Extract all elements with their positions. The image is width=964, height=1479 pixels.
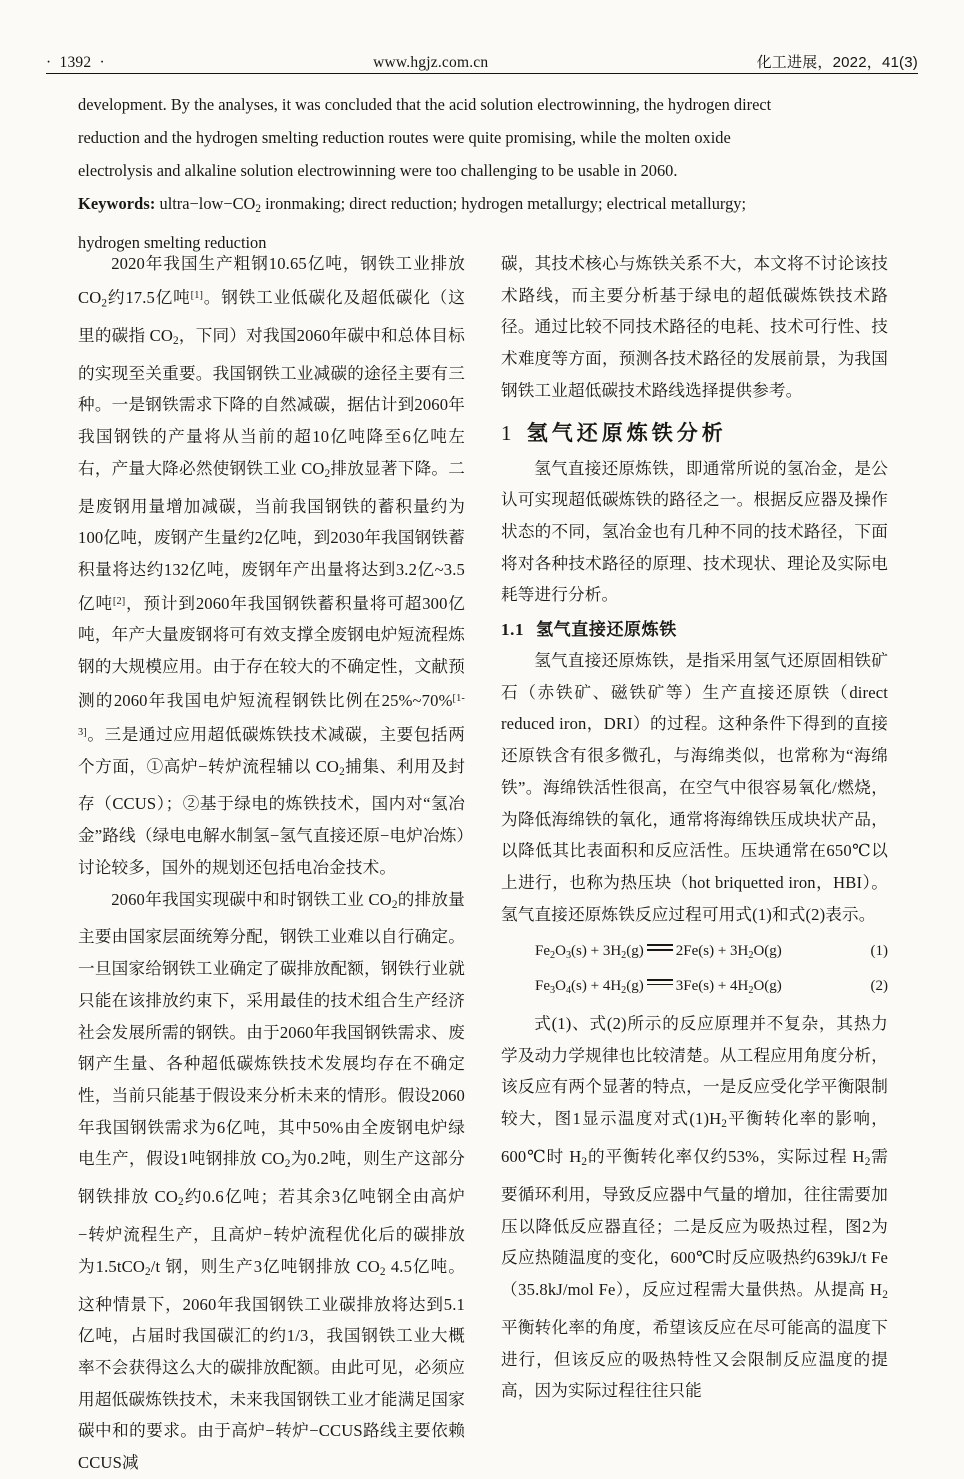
lp1g: 。三是通过应用超低碳炼铁技术减碳，主要包括两个方面，①高炉−转炉流程辅以 CO <box>78 724 465 776</box>
equation-1-body <box>501 936 782 971</box>
lp2-sub-5: 2 <box>379 1265 386 1278</box>
eq2-lhs-b: O <box>555 978 566 995</box>
lp1-ref-1: [1] <box>190 289 204 301</box>
section-title: 氢气还原炼铁分析 <box>526 421 727 445</box>
lp1d: ，下同）对我国2060年碳中和总体目标的实现至关重要。我国钢铁工业减碳的途径主要有三种。一是钢铁需求下降的自然减碳，据估计到2060年我国钢铁的产量将从当前的超10亿吨降至6亿吨左右，产量大降必然使钢铁工业 CO <box>78 325 465 478</box>
keywords-subscript: 2 <box>255 203 261 216</box>
eq1-lhs-c-sub: 2 <box>621 950 627 962</box>
rpa-e: 平衡转化率的角度，希望该反应在尽可能高的温度下进行，但该反应的吸热特性又会限制反应温度的提高，因为实际过程往往只能 <box>501 1317 888 1401</box>
lp1-sub-4: 2 <box>339 765 345 778</box>
lp1a: 2020年我国生产粗钢10.65亿吨，钢铁工业排放 CO <box>78 254 465 307</box>
lp1-sub-2: 2 <box>173 334 179 347</box>
eq2-lhs-c-sub: 2 <box>621 985 627 997</box>
subsection-number: 1.1 <box>501 620 525 640</box>
body-columns <box>78 248 889 1473</box>
keywords-line-2: hydrogen smelting reduction <box>78 233 267 253</box>
eq2-lhs-a: Fe <box>535 978 550 995</box>
keywords-text-a: ultra−low−CO <box>159 194 256 213</box>
eq2-lhs-d: (g) <box>626 978 644 995</box>
eq1-lhs-a: Fe <box>535 943 550 960</box>
eq2-lhs-c: (s) + 4H <box>571 978 622 995</box>
lp1h: 捕集、利用及封存（CCUS）；②基于绿电的炼铁技术，国内对“氢冶金”路线（绿电电解水制氢−氢气直接还原−电炉冶炼）讨论较多，国外的规划还包括电冶金技术。 <box>78 756 465 877</box>
eq2-lhs-a-sub: 3 <box>550 985 556 997</box>
lp1-ref-3: [1-3] <box>78 692 465 738</box>
equation-2-body <box>501 971 782 1006</box>
eq2-rhs-b: O(g) <box>753 978 782 995</box>
equation-block <box>501 936 888 1006</box>
rpa-d: 需要循环利用，导致反应器中气量的增加，往往需要加压以降低反应器直径；二是反应为吸热过程，图2为反应热随温度的变化，600℃时反应吸热约639kJ/t Fe（35.8kJ/mol Fe），反应过程需大量供热。从提高 H <box>501 1147 889 1299</box>
lp2e: /t 钢，则生产3亿吨钢排放 CO <box>150 1256 380 1276</box>
eq1-lhs-c: (s) + 3H <box>571 943 622 960</box>
equilibrium-arrow-icon <box>647 942 673 953</box>
rpa-b: 平衡转化率的影响，600℃时 H <box>501 1109 888 1167</box>
left-paragraph-1 <box>78 248 465 884</box>
eq2-rhs-a: 3Fe(s) + 4H <box>675 978 749 995</box>
subsection-heading-1-1 <box>501 614 888 645</box>
eq1-rhs-a-sub: 2 <box>748 950 754 962</box>
header-divider <box>46 73 918 74</box>
lp1-sub-1: 2 <box>101 297 108 309</box>
rpa-sub-3: 2 <box>864 1156 871 1169</box>
eq1-lhs-b-sub: 3 <box>565 950 572 962</box>
right-paragraph-after-equations <box>501 1008 888 1407</box>
eq1-lhs-b: O <box>555 943 566 960</box>
keywords-label: Keywords: <box>78 194 156 213</box>
equation-2-number: (2) <box>870 978 888 995</box>
equation-1-number: (1) <box>870 943 888 960</box>
lp2d: 约0.6亿吨；若其余3亿吨钢全由高炉−转炉流程生产，且高炉−转炉流程优化后的碳排放为1.5tCO <box>78 1187 466 1276</box>
running-head <box>46 42 918 72</box>
eq2-lhs-b-sub: 4 <box>565 985 572 997</box>
lp2b: 的排放量主要由国家层面统筹分配，钢铁工业难以自行确定。一旦国家给钢铁工业确定了碳排放配额，钢铁行业就只能在该排放约束下，采用最佳的技术组合生产经济社会发展所需的钢铁。由于2060年我国钢铁需求、废钢产生量、各种超低碳炼铁技术发展均存在不确定性，当前只能基于假设来分析未来的情形。假设2060年我国钢铁需求为6亿吨，其中50%由全废钢电炉绿电生产，假设1吨钢排放 CO <box>78 889 465 1169</box>
keywords-line <box>78 187 886 226</box>
lp1b: 约17.5亿吨 <box>107 287 191 307</box>
rpa-c: 的平衡转化率仅约53%，实际过程 H <box>587 1147 865 1167</box>
rpa-sub-2: 2 <box>581 1156 588 1169</box>
lp1-ref-2: [2] <box>112 595 126 607</box>
rpa-sub-1: 2 <box>721 1118 728 1131</box>
journal-website: www.hgjz.com.cn <box>373 54 489 71</box>
lp1-sub-3: 2 <box>324 467 331 480</box>
equation-row-2 <box>501 971 888 1006</box>
rpa-a: 式(1)、式(2)所示的反应原理并不复杂，其热力学及动力学规律也比较清楚。从工程应用角度分析，该反应有两个显著的特点，一是反应受化学平衡限制较大，图1显示温度对式(1)H <box>501 1014 888 1129</box>
page-folio: · 1392 · <box>46 54 105 71</box>
equation-row-1 <box>501 936 888 971</box>
section-heading-1 <box>501 416 888 451</box>
abstract-line-3: electrolysis and alkaline solution electrowinning were too challenging to be usable in 2060. <box>78 161 678 180</box>
left-paragraph-2 <box>78 884 465 1479</box>
eq1-lhs-a-sub: 2 <box>550 950 556 962</box>
lp1f: ，预计到2060年我国钢铁蓄积量将可超300亿吨，年产大量废钢将可有效支撑全废钢电炉短流程炼钢的大规模应用。由于存在较大的不确定性，文献预测的2060年我国电炉短流程钢铁比例在25%~70% <box>78 593 465 711</box>
lp2-sub-3: 2 <box>178 1196 184 1209</box>
lp1e: 排放显著下降。二是废钢用量增加减碳，当前我国钢铁的蓄积量约为100亿吨，废钢产生量约2亿吨，到2030年我国钢铁蓄积量将达约132亿吨，废钢年产出量将达到3.2亿~3.5亿吨 <box>78 458 465 613</box>
lp2-sub-2: 2 <box>284 1158 291 1171</box>
eq2-rhs-a-sub: 2 <box>748 985 754 997</box>
right-paragraph-continuation: 碳，其技术核心与炼铁关系不大，本文将不讨论该技术路线，而主要分析基于绿电的超低碳炼铁技术路径。通过比较不同技术路径的电耗、技术可行性、技术难度等方面，预测各技术路径的发展前景，为我国钢铁工业超低碳技术路线选择提供参考。 <box>501 254 888 400</box>
section-number: 1 <box>501 420 513 445</box>
keywords-text-b: ironmaking; direct reduction; hydrogen metallurgy; electrical metallurgy; <box>260 194 747 213</box>
abstract-line-1: development. By the analyses, it was concluded that the acid solution electrowinning, the hydrogen direct <box>78 95 772 114</box>
right-column <box>501 248 889 1401</box>
journal-citation: 化工进展，2022，41(3) <box>756 54 918 71</box>
abstract-block <box>78 88 886 259</box>
section-1-paragraph: 氢气直接还原炼铁，即通常所说的氢冶金，是公认可实现超低碳炼铁的路径之一。根据反应器及操作状态的不同，氢冶金也有几种不同的技术路径，下面将对各种技术路径的原理、技术现状、理论及实际电耗等进行分析。 <box>501 458 888 605</box>
equilibrium-arrow-icon <box>647 977 673 988</box>
abstract-line-2: reduction and the hydrogen smelting reduction routes were quite promising, while the molten oxide <box>78 128 731 147</box>
lp2-sub-1: 2 <box>391 898 398 911</box>
eq1-rhs-b: O(g) <box>753 943 782 960</box>
lp2-sub-4: 2 <box>144 1265 151 1278</box>
lp2a: 2060年我国实现碳中和时钢铁工业 CO <box>111 889 392 909</box>
lp2c: 为0.2吨，则生产这部分钢铁排放 CO <box>78 1149 465 1207</box>
lp1c: 。钢铁工业低碳化及超低碳化（这里的碳指 CO <box>78 287 466 345</box>
lp2f: 4.5亿吨。这种情景下，2060年我国钢铁工业碳排放将达到5.1亿吨，占届时我国碳汇的约1/3，我国钢铁工业大概率不会获得这么大的碳排放配额。由此可见，必须应用超低碳炼铁技术，未来我国钢铁工业才能满足国家碳中和的要求。由于高炉−转炉−CCUS路线主要依赖 CCUS减 <box>78 1256 465 1473</box>
eq1-lhs-d: (g) <box>626 943 644 960</box>
subsection-1-1-paragraph: 氢气直接还原炼铁，是指采用氢气还原固相铁矿石（赤铁矿、磁铁矿等）生产直接还原铁（direct reduced iron，DRI）的过程。这种条件下得到的直接还原铁含有很多微孔，与海绵类似，也常称为“海绵铁”。海绵铁活性很高，在空气中很容易氧化/燃烧，为降低海绵铁的氧化，通常将海绵铁压成块状产品，以降低其比表面积和反应活性。压块通常在650℃以上进行，也称为热压块（hot briquetted iron，HBI）。氢气直接还原炼铁反应过程可用式(1)和式(2)表示。 <box>501 651 888 924</box>
eq1-rhs-a: 2Fe(s) + 3H <box>675 943 749 960</box>
rpa-sub-4: 2 <box>882 1289 888 1302</box>
left-column <box>78 248 466 1473</box>
subsection-title: 氢气直接还原炼铁 <box>536 620 677 640</box>
